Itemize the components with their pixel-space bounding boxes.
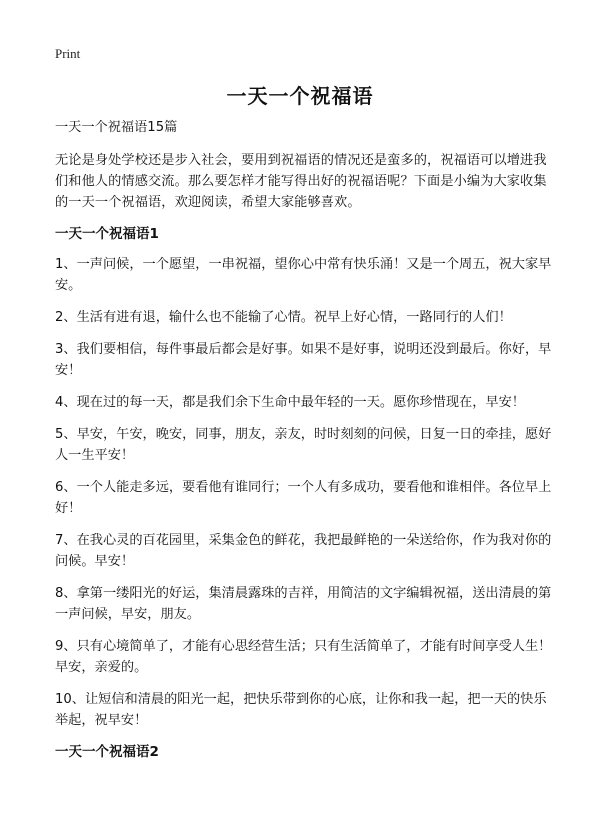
list-item: 7、在我心灵的百花园里，采集金色的鲜花，我把最鲜艳的一朵送给你，作为我对你的问候。早安！: [55, 533, 552, 569]
list-item: 1、一声问候，一个愿望，一串祝福，望你心中常有快乐涌！又是一个周五，祝大家早安。: [55, 257, 552, 293]
list-item: 10、让短信和清晨的阳光一起，把快乐带到你的心底，让你和我一起，把一天的快乐举起，祝早安！: [55, 692, 547, 728]
section-heading-2: 一天一个祝福语2: [55, 744, 159, 760]
intro-paragraph: 无论是身处学校还是步入社会，要用到祝福语的情况还是蛮多的，祝福语可以增进我们和他人的情感交流。那么要怎样才能写得出好的祝福语呢？下面是小编为大家收集的一天一个祝福语，欢迎阅读，希望大家能够喜欢。: [55, 153, 547, 210]
list-item: 5、早安，午安，晚安，同事，朋友，亲友，时时刻刻的问候，日复一日的牵挂，愿好人一生平安！: [55, 427, 552, 463]
page-title: 一天一个祝福语: [226, 84, 374, 108]
list-item: 4、现在过的每一天，都是我们余下生命中最年轻的一天。愿你珍惜现在，早安！: [55, 395, 525, 410]
section-heading-1: 一天一个祝福语1: [55, 226, 159, 242]
list-item: 2、生活有进有退，输什么也不能输了心情。祝早上好心情，一路同行的人们！: [55, 310, 512, 325]
list-item: 9、只有心境简单了，才能有心思经营生活；只有生活简单了，才能有时间享受人生！早安，亲爱的。: [55, 639, 552, 675]
list-item: 6、一个人能走多远，要看他有谁同行；一个人有多成功，要看他和谁相伴。各位早上好！: [55, 480, 552, 516]
list-item: 3、我们要相信，每件事最后都会是好事。如果不是好事，说明还没到最后。你好，早安！: [55, 342, 552, 378]
list-item: 8、拿第一缕阳光的好运，集清晨露珠的吉祥，用简洁的文字编辑祝福，送出清晨的第一声问候，早安，朋友。: [55, 586, 552, 622]
article-body: [55, 118, 555, 772]
print-link[interactable]: Print: [55, 46, 81, 61]
article-subtitle: 一天一个祝福语15篇: [55, 120, 178, 135]
